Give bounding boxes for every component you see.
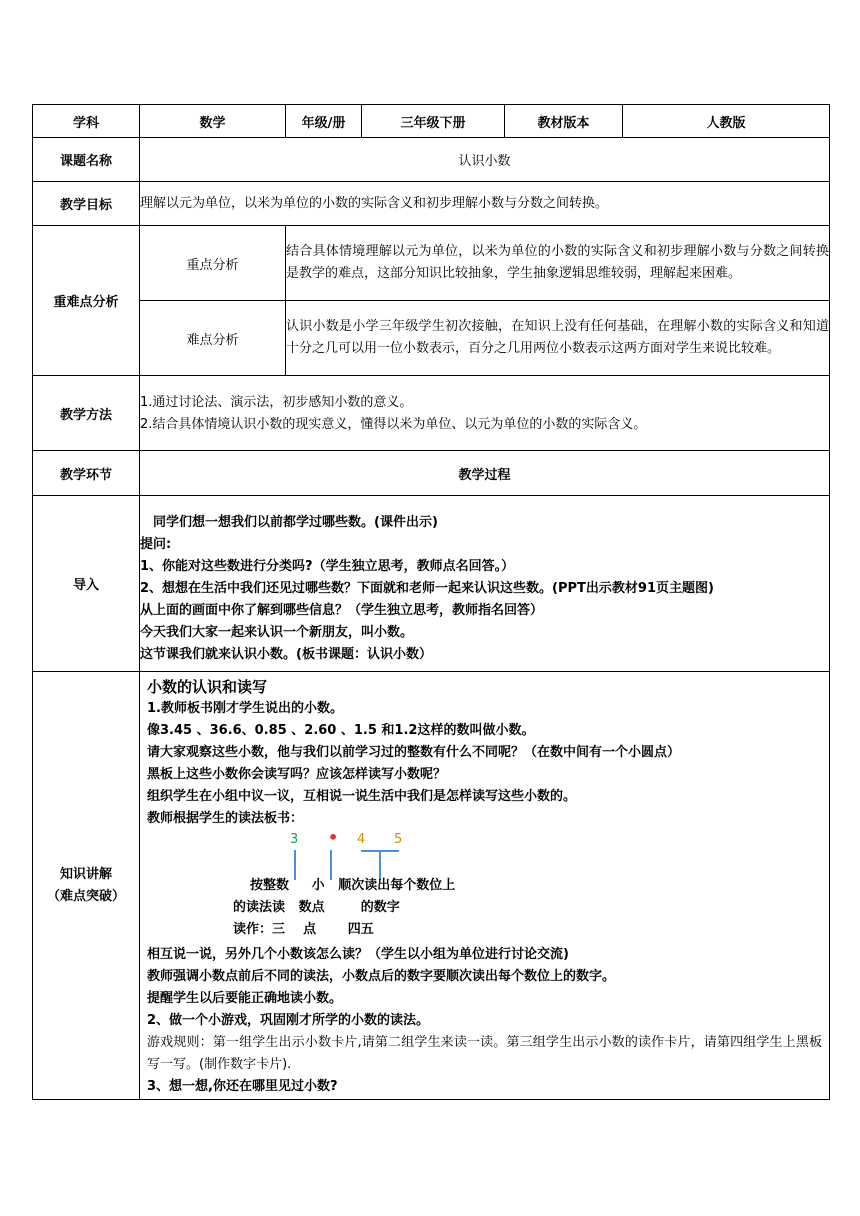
process-stage-label: 教学环节 <box>33 451 140 496</box>
digit-four: 4 <box>357 831 366 847</box>
intro-line: 同学们想一想我们以前都学过哪些数。(课件出示) <box>153 514 438 530</box>
knowledge-line: 相互说一说，另外几个小数该怎么读？（学生以小组为单位进行讨论交流) <box>147 946 569 962</box>
subject-value: 数学 <box>140 105 286 138</box>
method-content <box>140 376 830 451</box>
difficulty-label: 重难点分析 <box>33 226 140 376</box>
header-row <box>33 105 830 138</box>
intro-label: 导入 <box>33 496 140 672</box>
game-rule-text: 游戏规则：第一组学生出示小数卡片,请第二组学生来读一读。第三组学生出示小数的读作卡片，请第四组学生上黑板写一写。(制作数字卡片). <box>147 1034 822 1072</box>
knowledge-line: 组织学生在小组中议一议，互相说一说生活中我们是怎样读写这些小数的。 <box>147 788 577 804</box>
intro-line: 2、想想在生活中我们还见过哪些数？下面就和老师一起来认识这些数。(PPT出示教材91页主题图) <box>140 580 714 596</box>
hard-point-row <box>33 301 830 376</box>
method-row <box>33 376 830 451</box>
knowledge-line: 请大家观察这些小数，他与我们以前学习过的整数有什么不同呢？（在数中间有一个小圆点） <box>147 744 681 760</box>
digit-three: 3 <box>290 831 299 847</box>
goal-text: 理解以元为单位，以米为单位的小数的实际含义和初步理解小数与分数之间转换。 <box>140 182 830 226</box>
intro-line: 这节课我们就来认识小数。(板书课题：认识小数） <box>140 646 432 662</box>
edition-label: 教材版本 <box>505 105 623 138</box>
method-label: 教学方法 <box>33 376 140 451</box>
diagram-caption-row: 的读法读 数点 的数字 <box>233 899 400 915</box>
key-point-label: 重点分析 <box>140 226 286 301</box>
knowledge-line: 2、做一个小游戏，巩固刚才所学的小数的读法。 <box>147 1012 430 1028</box>
key-point-row <box>33 226 830 301</box>
knowledge-label <box>33 672 140 1100</box>
process-label: 教学过程 <box>140 451 830 496</box>
decimal-reading-diagram <box>147 827 822 937</box>
knowledge-line: 像3.45 、36.6、0.85 、2.60 、1.5 和1.2这样的数叫做小数。 <box>147 722 535 738</box>
diagram-caption-row: 按整数 小 顺次读出每个数位上 <box>250 877 456 893</box>
knowledge-line: 提醒学生以后要能正确地读小数。 <box>147 990 343 1006</box>
knowledge-content <box>140 672 830 1100</box>
lesson-plan-table <box>32 104 830 1100</box>
grade-value: 三年级下册 <box>362 105 505 138</box>
method-line: 1.通过讨论法、演示法，初步感知小数的意义。 <box>140 395 413 410</box>
knowledge-line: 1.教师板书刚才学生说出的小数。 <box>147 700 343 716</box>
goal-label: 教学目标 <box>33 182 140 226</box>
digit-five: 5 <box>394 831 403 847</box>
knowledge-subtitle: 小数的认识和读写 <box>147 677 268 696</box>
hard-point-text: 认识小数是小学三年级学生初次接触，在知识上没有任何基础，在理解小数的实际含义和知道十分之几可以用一位小数表示，百分之几用两位小数表示这两方面对学生来说比较难。 <box>286 301 830 376</box>
key-point-text: 结合具体情境理解以元为单位，以米为单位的小数的实际含义和初步理解小数与分数之间转换是教学的难点，这部分知识比较抽象，学生抽象逻辑思维较弱，理解起来困难。 <box>286 226 830 301</box>
topic-label: 课题名称 <box>33 138 140 182</box>
intro-content <box>140 496 830 672</box>
diagram-caption-row: 读作：三 点 四五 <box>233 921 374 937</box>
knowledge-row <box>33 672 830 1100</box>
intro-line: 今天我们大家一起来认识一个新朋友，叫小数。 <box>140 624 414 640</box>
knowledge-line: 黑板上这些小数你会读写吗？应该怎样读写小数呢？ <box>147 766 447 782</box>
edition-value: 人教版 <box>623 105 830 138</box>
intro-line: 1、你能对这些数进行分类吗?（学生独立思考，教师点名回答。） <box>140 558 515 574</box>
intro-row <box>33 496 830 672</box>
intro-line: 提问: <box>140 536 172 552</box>
grade-label: 年级/册 <box>286 105 362 138</box>
knowledge-line: 3、想一想,你还在哪里见过小数? <box>147 1078 338 1094</box>
hard-point-label: 难点分析 <box>140 301 286 376</box>
method-line: 2.结合具体情境认识小数的现实意义，懂得以米为单位、以元为单位的小数的实际含义。 <box>140 417 647 432</box>
process-header-row <box>33 451 830 496</box>
subject-label: 学科 <box>33 105 140 138</box>
knowledge-label-line: 知识讲解 <box>59 866 112 882</box>
goal-row <box>33 182 830 226</box>
topic-row <box>33 138 830 182</box>
knowledge-line: 教师根据学生的读法板书： <box>147 810 304 826</box>
intro-line: 从上面的画面中你了解到哪些信息？（学生独立思考，教师指名回答） <box>140 602 544 618</box>
decimal-point-dot: • <box>328 827 339 847</box>
topic-value: 认识小数 <box>140 138 830 182</box>
knowledge-label-line: （难点突破） <box>46 888 125 904</box>
knowledge-line: 教师强调小数点前后不同的读法，小数点后的数字要顺次读出每个数位上的数字。 <box>147 968 616 984</box>
